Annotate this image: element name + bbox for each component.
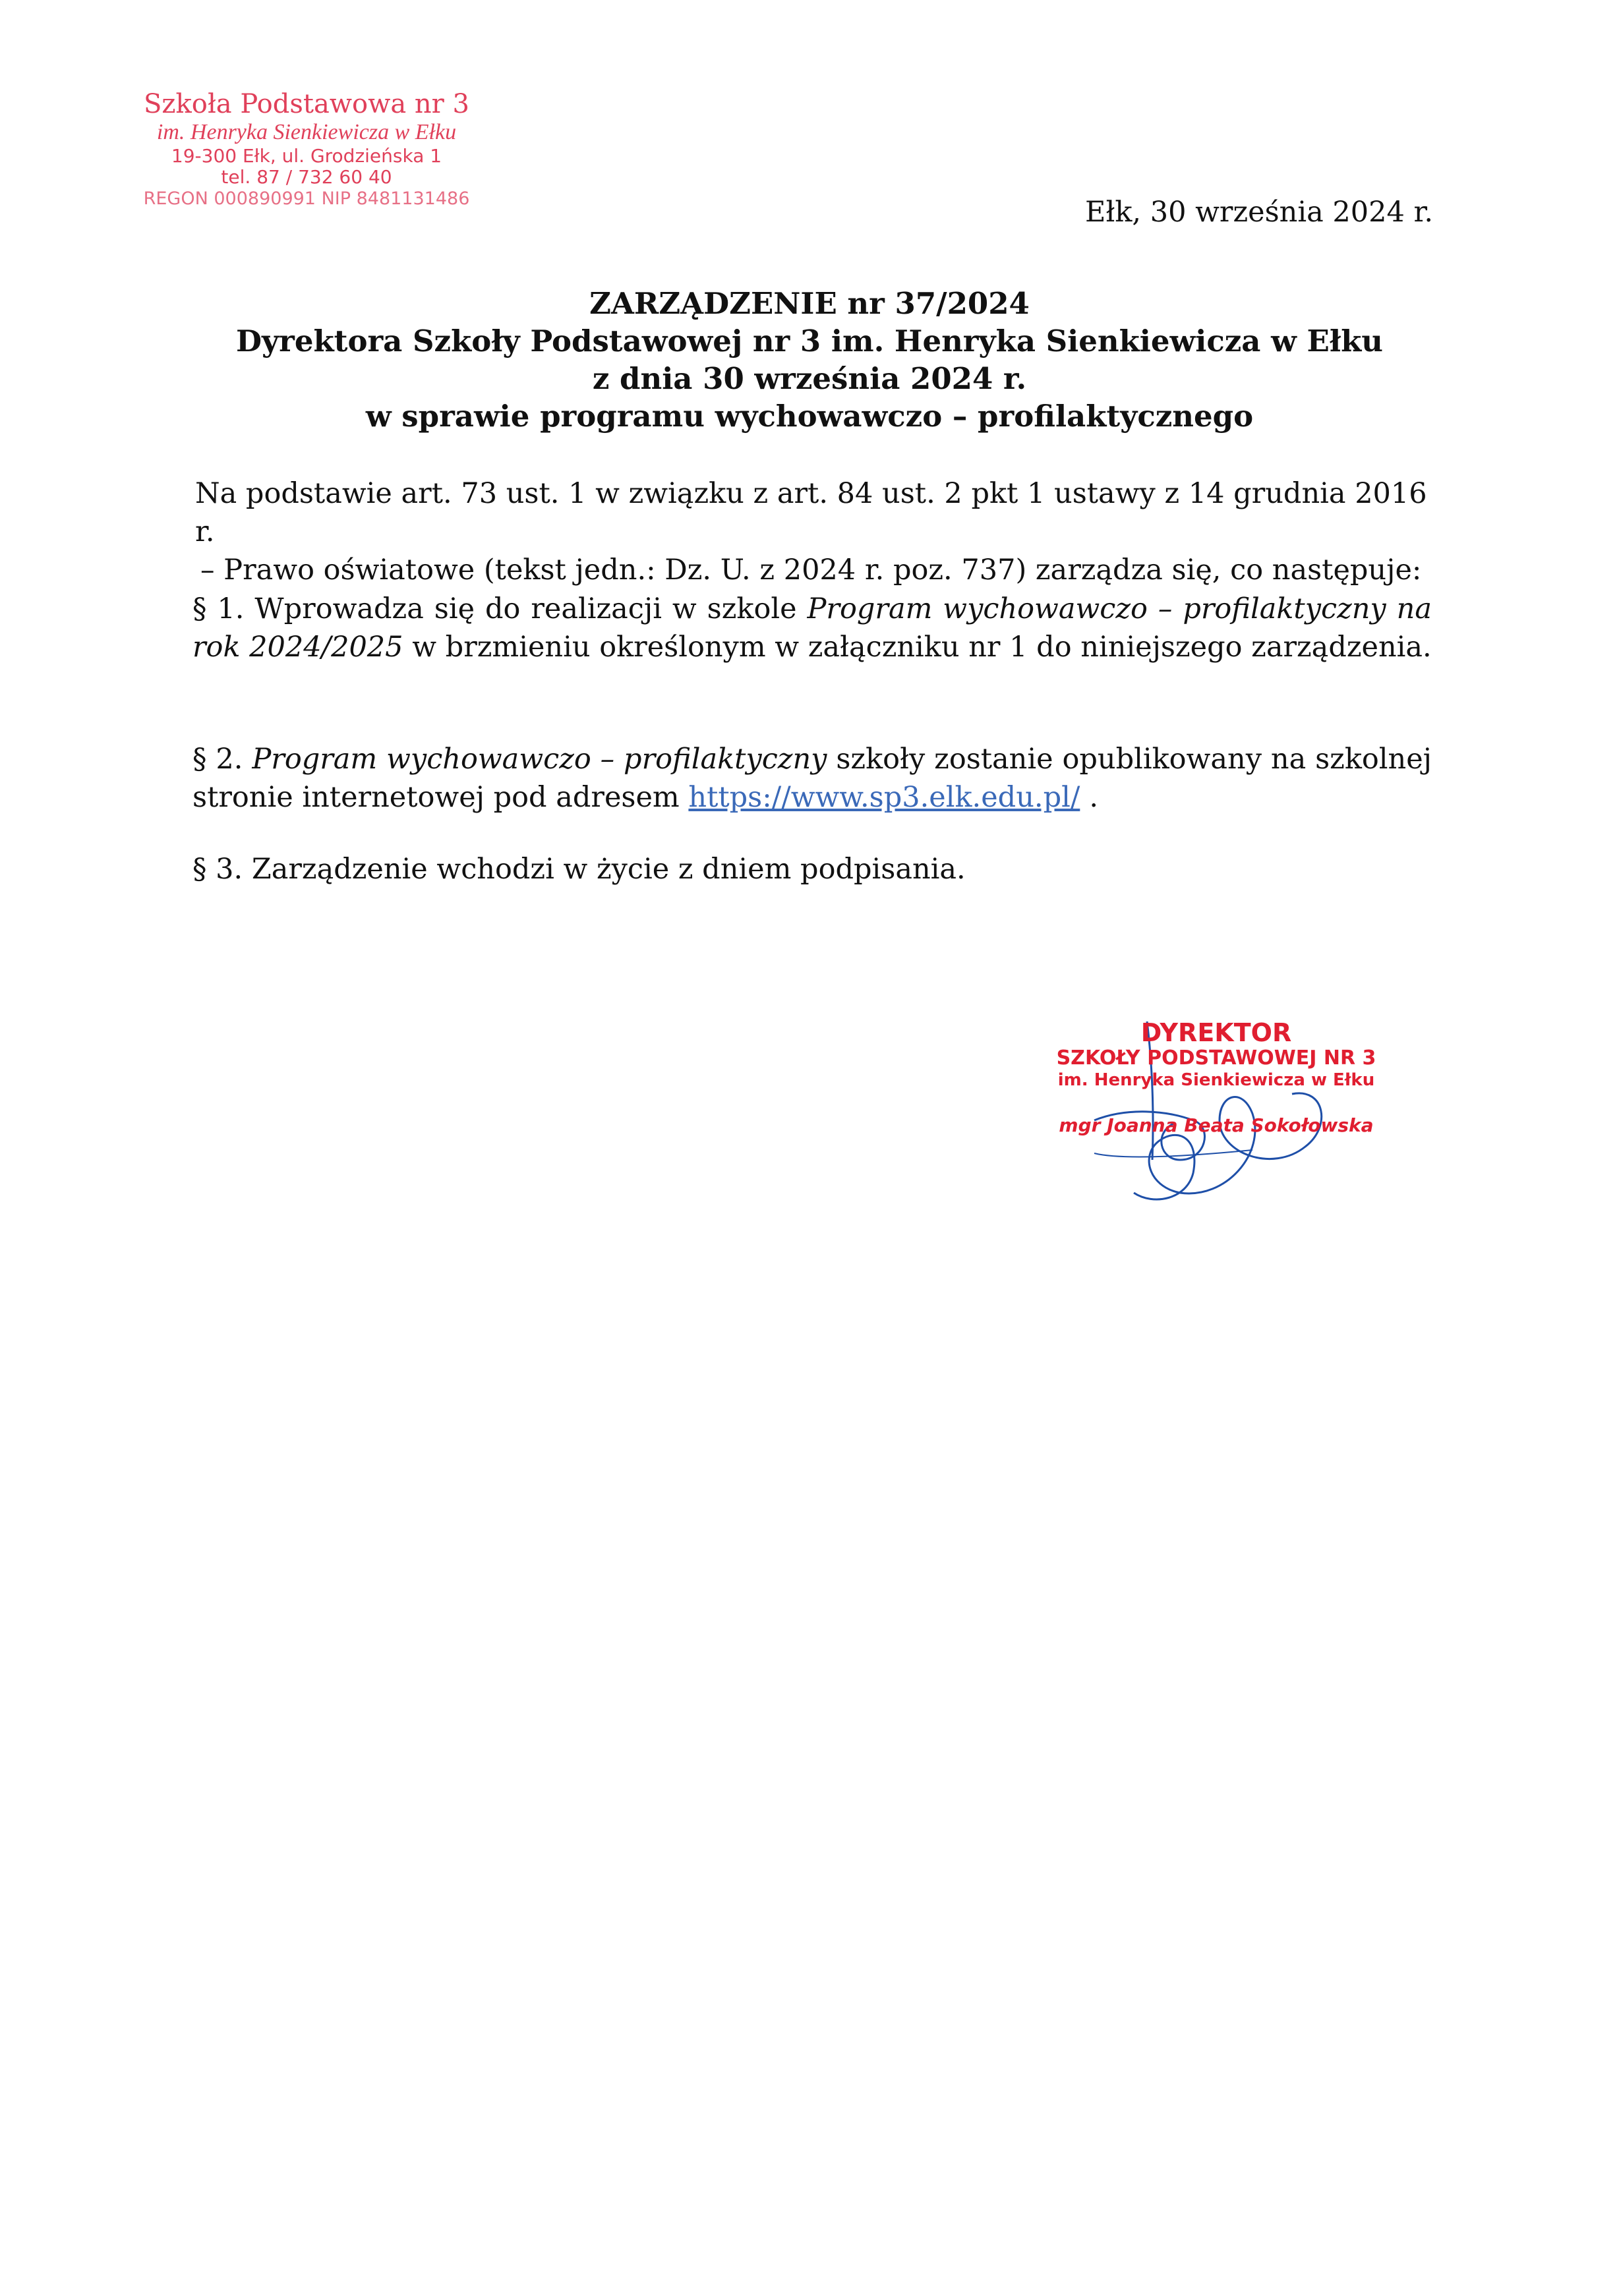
paragraph-3: § 3. Zarządzenie wchodzi w życie z dniem podpisania. bbox=[192, 853, 966, 886]
paragraph-2-program-title: Program wychowawczo – profilaktyczny bbox=[252, 743, 827, 776]
stamp-phone: tel. 87 / 732 60 40 bbox=[221, 166, 392, 188]
title-ordinance-number: ZARZĄDZENIE nr 37/2024 bbox=[589, 286, 1030, 321]
place-and-date: Ełk, 30 września 2024 r. bbox=[1085, 196, 1433, 229]
stamp-regon-nip: REGON 000890991 NIP 8481131486 bbox=[143, 188, 470, 209]
signature-role: DYREKTOR bbox=[1140, 1018, 1292, 1047]
document-title bbox=[0, 285, 1619, 435]
paragraph-2-prefix: § 2. bbox=[192, 743, 243, 776]
title-date: z dnia 30 września 2024 r. bbox=[592, 361, 1027, 396]
paragraph-1-program-title: Program wychowawczo – profilaktyczny na rok 2024/2025 bbox=[192, 592, 1432, 664]
stamp-school-name: Szkoła Podstawowa nr 3 bbox=[144, 89, 469, 119]
stamp-address: 19-300 Ełk, ul. Grodzieńska 1 bbox=[171, 144, 442, 167]
legal-basis bbox=[192, 474, 1432, 589]
director-signature-stamp bbox=[1032, 1018, 1401, 1137]
paragraph-2 bbox=[192, 740, 1432, 817]
paragraph-1 bbox=[192, 590, 1432, 666]
legal-basis-line-2: – Prawo oświatowe (tekst jedn.: Dz. U. z 2024 r. poz. 737) zarządza się, co następuje: bbox=[200, 554, 1422, 587]
school-website-link[interactable]: https://www.sp3.elk.edu.pl/ bbox=[688, 781, 1080, 814]
paragraph-1-suffix: w brzmieniu określonym w załączniku nr 1 do niniejszego zarządzenia. bbox=[412, 631, 1432, 664]
school-header-stamp bbox=[99, 89, 514, 209]
legal-basis-line-1: Na podstawie art. 73 ust. 1 w związku z art. 84 ust. 2 pkt 1 ustawy z 14 grudnia 2016 r. bbox=[195, 477, 1427, 548]
paragraph-2-suffix: szkoły zostanie opublikowany na szkolnej stronie internetowej pod adresem bbox=[192, 743, 1432, 814]
signature-patron: im. Henryka Sienkiewicza w Ełku bbox=[1057, 1070, 1375, 1090]
signature-name: mgr Joanna Beata Sokołowska bbox=[1059, 1114, 1374, 1136]
signature-school: SZKOŁY PODSTAWOWEJ NR 3 bbox=[1056, 1047, 1376, 1070]
stamp-patron: im. Henryka Sienkiewicza w Ełku bbox=[156, 120, 457, 145]
title-subject: w sprawie programu wychowawczo – profilaktycznego bbox=[365, 399, 1254, 434]
paragraph-2-end: . bbox=[1089, 781, 1098, 814]
paragraph-1-prefix: § 1. Wprowadza się do realizacji w szkole bbox=[192, 592, 797, 625]
title-issuer: Dyrektora Szkoły Podstawowej nr 3 im. Henryka Sienkiewicza w Ełku bbox=[235, 324, 1384, 359]
